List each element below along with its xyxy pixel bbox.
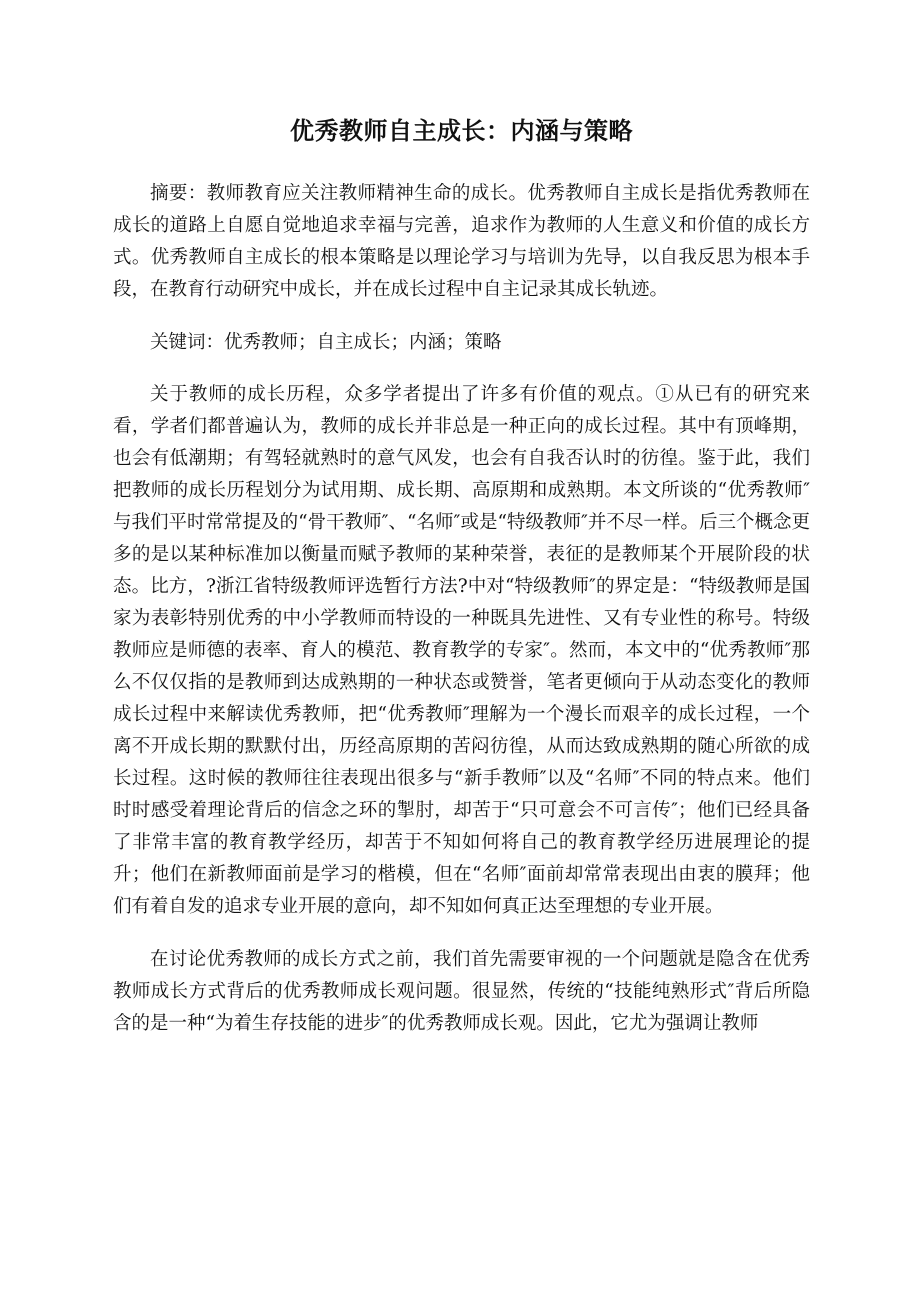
document-title: 优秀教师自主成长：内涵与策略 (290, 116, 633, 145)
abstract-paragraph: 摘要：教师教育应关注教师精神生命的成长。优秀教师自主成长是指优秀教师在成长的道路上自愿自觉地追求幸福与完善，追求作为教师的人生意义和价值的成长方式。优秀教师自主成长的根本策略是以理论学习与培训为先导，以自我反思为根本手段，在教育行动研究中成长，并在成长过程中自主记录其成长轨迹。 (113, 183, 810, 300)
body-paragraph-2: 在讨论优秀教师的成长方式之前，我们首先需要审视的一个问题就是隐含在优秀教师成长方式背后的优秀教师成长观问题。很显然，传统的“技能纯熟形式″背后所隐含的是一种“为着生存技能的进步″的优秀教师成长观。因此，它尤为强调让教师 (113, 949, 810, 1034)
keywords-paragraph: 关键词：优秀教师；自主成长；内涵；策略 (150, 332, 502, 353)
body-paragraph-1: 关于教师的成长历程，众多学者提出了许多有价值的观点。①从已有的研究来看，学者们都普遍认为，教师的成长并非总是一种正向的成长过程。其中有顶峰期，也会有低潮期；有驾轻就熟时的意气风发，也会有自我否认时的彷徨。鉴于此，我们把教师的成长历程划分为试用期、成长期、高原期和成熟期。本文所谈的“优秀教师″与我们平时常常提及的“骨干教师″、“名师″或是“特级教师″并不尽一样。后三个概念更多的是以某种标准加以衡量而赋予教师的某种荣誉，表征的是教师某个开展阶段的状态。比方，?浙江省特级教师评选暂行方法?中对“特级教师″的界定是：“特级教师是国家为表彰特别优秀的中小学教师而特设的一种既具先进性、又有专业性的称号。特级教师应是师德的表率、育人的模范、教育教学的专家″。然而，本文中的“优秀教师″那么不仅仅指的是教师到达成熟期的一种状态或赞誉，笔者更倾向于从动态变化的教师成长过程中来解读优秀教师，把“优秀教师″理解为一个漫长而艰辛的成长过程，一个离不开成长期的默默付出，历经高原期的苦闷彷徨，从而达致成熟期的随心所欲的成长过程。这时候的教师往往表现出很多与“新手教师″以及“名师″不同的特点来。他们时时感受着理论背后的信念之环的掣肘，却苦于“只可意会不可言传″；他们已经具备了非常丰富的教育教学经历，却苦于不知如何将自己的教育教学经历进展理论的提升；他们在新教师面前是学习的楷模，但在“名师″面前却常常表现出由衷的膜拜；他们有着自发的追求专业开展的意向，却不知如何真正达至理想的专业开展。 (113, 384, 810, 917)
